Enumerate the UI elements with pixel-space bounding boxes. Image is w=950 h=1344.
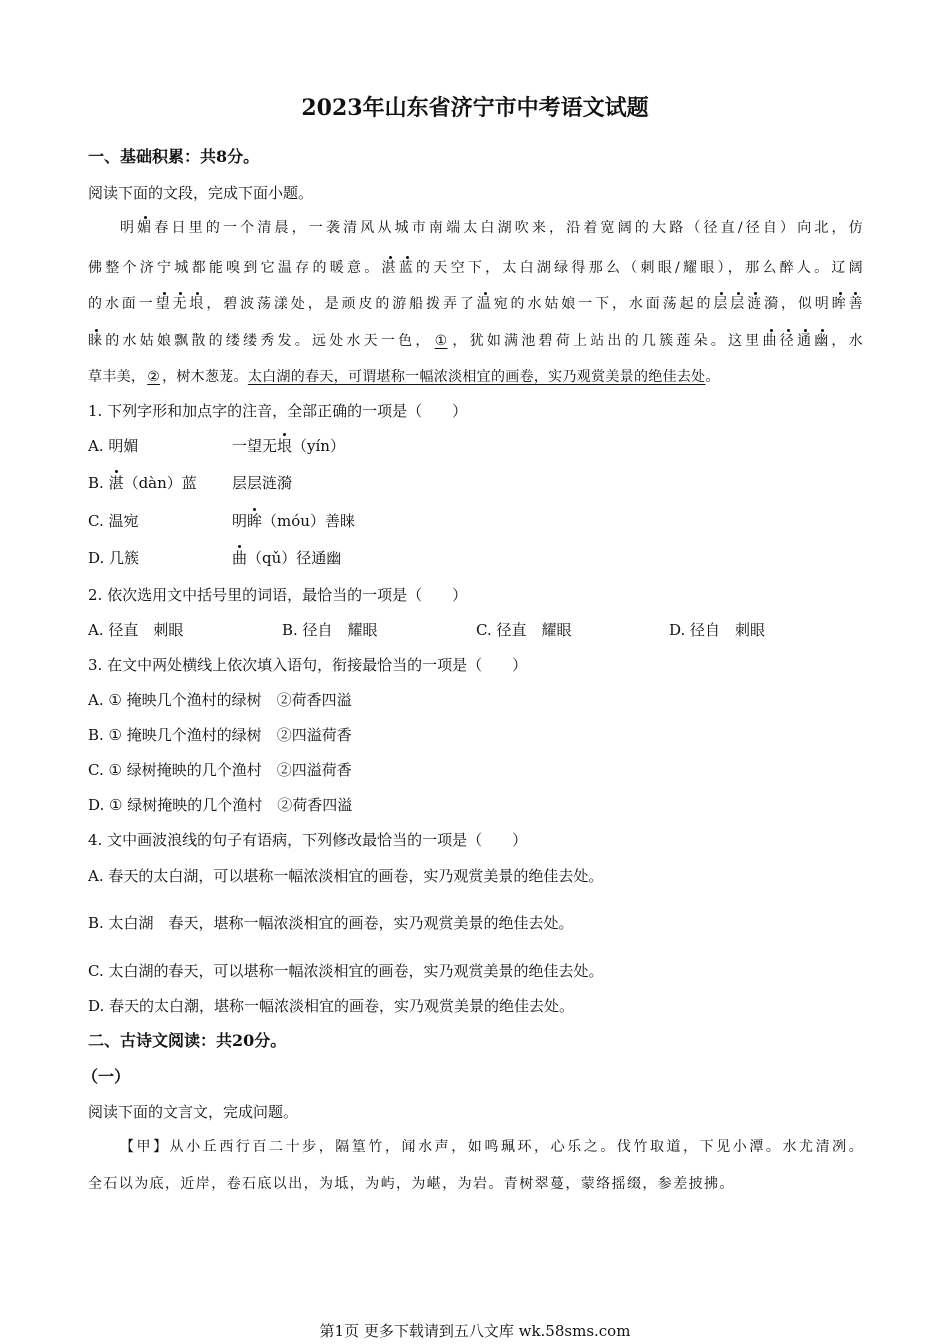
- passage-line-3: 的水面一望无垠，碧波荡漾处，是顽皮的游船拨弄了温宛的水姑娘一下，水面荡起的层层涟漪，似明眸善: [88, 296, 863, 312]
- q2-option-a: A. 径直 刺眼: [88, 621, 184, 639]
- q1-option-d1: D. 几簇: [88, 549, 140, 567]
- passage-line-1: 明媚春日里的一个清晨，一袭清风从城市南端太白湖吹来，沿着宽阔的大路（径直/径自）向北，仿: [120, 220, 863, 236]
- q1-option-d2: 曲（qǔ）径通幽: [232, 549, 342, 567]
- blank-1: ①: [434, 333, 448, 349]
- q4-option-d: D. 春天的太白潮，堪称一幅浓淡相宜的画卷，实乃观赏美景的绝佳去处。: [88, 997, 575, 1015]
- section1-heading: 一、基础积累：共8分。: [88, 147, 260, 166]
- page-footer: 第1页 更多下载请到五八文库 wk.58sms.com: [319, 1322, 631, 1340]
- q3-option-b: B. ① 掩映几个渔村的绿树 ②四溢荷香: [88, 726, 352, 744]
- q4-option-c: C. 太白湖的春天，可以堪称一幅浓淡相宜的画卷，实乃观赏美景的绝佳去处。: [88, 962, 604, 980]
- section2-heading: 二、古诗文阅读：共20分。: [88, 1031, 287, 1050]
- q3-option-d: D. ① 绿树掩映的几个渔村 ②荷香四溢: [88, 796, 353, 814]
- blank-2: ②: [147, 369, 161, 385]
- q1-option-a2: 一望无垠（yín）: [232, 437, 345, 455]
- passage-line-2: 佛整个济宁城都能嗅到它温存的暖意。湛蓝的天空下，太白湖绿得那么（刺眼/耀眼），那么醉人。辽阔: [88, 260, 863, 276]
- q4-option-a: A. 春天的太白湖，可以堪称一幅浓淡相宜的画卷，实乃观赏美景的绝佳去处。: [88, 867, 604, 885]
- q3-stem: 3. 在文中两处横线上依次填入语句，衔接最恰当的一项是（ ）: [88, 656, 528, 674]
- section2-instruction: 阅读下面的文言文，完成问题。: [88, 1103, 299, 1121]
- q1-option-c1: C. 温宛: [88, 512, 139, 530]
- q2-option-d: D. 径自 刺眼: [669, 621, 766, 639]
- q1-option-a1: A. 明媚: [88, 437, 139, 455]
- dotted-char: 媚: [137, 220, 155, 236]
- q3-option-c: C. ① 绿树掩映的几个渔村 ②四溢荷香: [88, 761, 352, 779]
- q2-stem: 2. 依次选用文中括号里的词语，最恰当的一项是（ ）: [88, 586, 468, 604]
- classical-text-line-2: 全石以为底，近岸，卷石底以出，为坻，为屿，为嵁，为岩。青树翠蔓，蒙络摇缀，参差披拂。: [88, 1176, 735, 1192]
- q2-option-b: B. 径自 耀眼: [282, 621, 378, 639]
- wavy-sentence: 太白湖的春天，可谓堪称一幅浓淡相宜的画卷，实乃观赏美景的绝佳去处: [247, 369, 706, 385]
- q4-stem: 4. 文中画波浪线的句子有语病，下列修改最恰当的一项是（ ）: [88, 831, 528, 849]
- section1-instruction: 阅读下面的文段，完成下面小题。: [88, 184, 314, 202]
- q1-option-c2: 明眸（móu）善睐: [232, 512, 355, 530]
- q2-option-c: C. 径直 耀眼: [476, 621, 572, 639]
- page-title: 2023年山东省济宁市中考语文试题: [301, 95, 649, 121]
- q1-option-b2: 层层涟漪: [232, 474, 293, 492]
- passage-line-4: 睐的水姑娘飘散的缕缕秀发。远处水天一色， ① ，犹如满池碧荷上站出的几簇莲朵。这里曲径通幽，水: [88, 333, 863, 349]
- q1-stem: 1. 下列字形和加点字的注音，全部正确的一项是（ ）: [88, 402, 468, 420]
- section2-subheading: （一）: [82, 1067, 131, 1086]
- q1-option-b1: B. 湛（dàn）蓝: [88, 474, 197, 492]
- q3-option-a: A. ① 掩映几个渔村的绿树 ②荷香四溢: [88, 691, 352, 709]
- q4-option-b: B. 太白湖 春天，堪称一幅浓淡相宜的画卷，实乃观赏美景的绝佳去处。: [88, 914, 574, 932]
- classical-text-line-1: 【甲】从小丘西行百二十步，隔篁竹，闻水声，如鸣珮环，心乐之。伐竹取道，下见小潭。水尤清冽。: [120, 1139, 863, 1155]
- passage-line-5: 草丰美， ② ，树木葱茏。太白湖的春天，可谓堪称一幅浓淡相宜的画卷，实乃观赏美景的绝佳去处。: [88, 369, 720, 385]
